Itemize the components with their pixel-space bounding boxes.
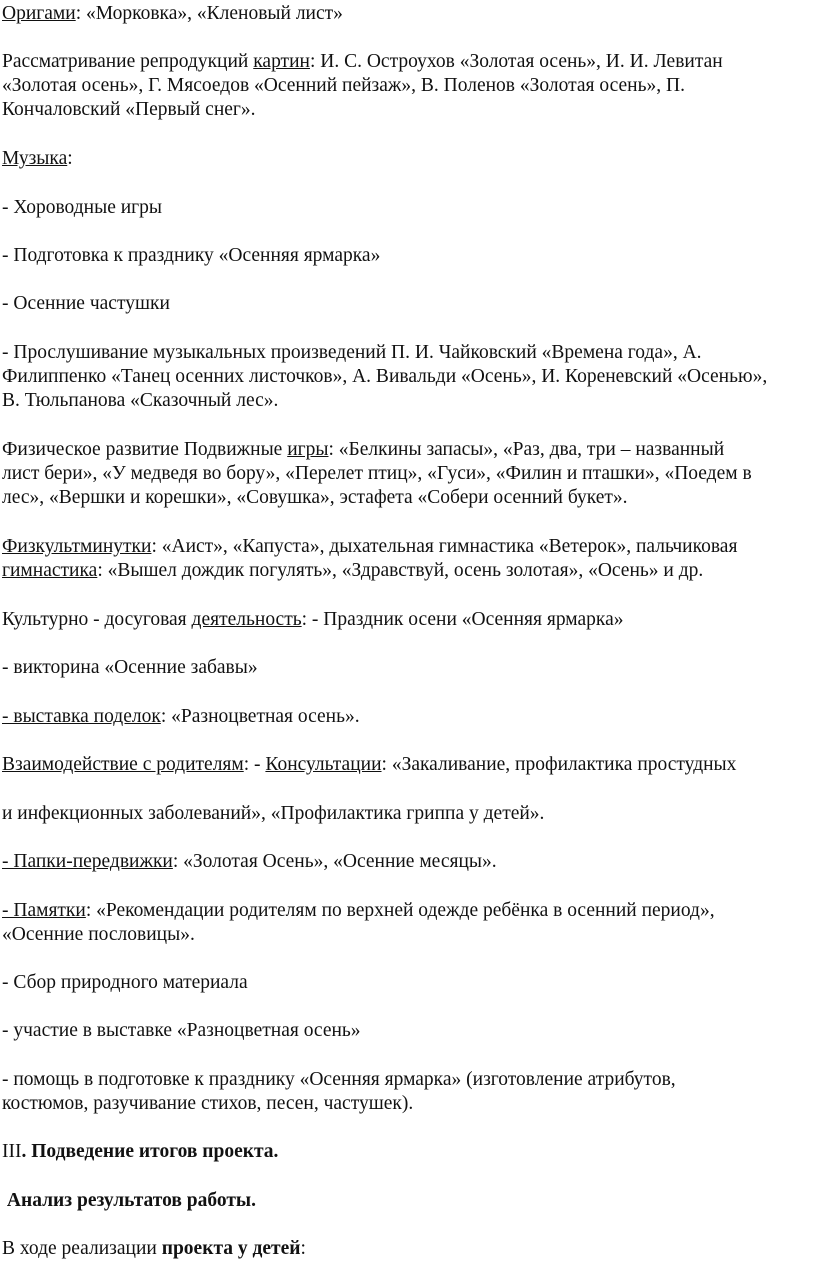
games-link: игры: [287, 439, 329, 460]
listening-line-2: Филиппенко «Танец осенних листочков», А. Вивальди «Осень», И. Кореневский «Осенью»,: [2, 366, 768, 387]
paragraph-listening: [2, 341, 767, 413]
paragraph-parents: [2, 753, 736, 777]
paragraph-music: [2, 147, 73, 171]
section-number: III: [2, 1141, 22, 1162]
section-heading-results: [2, 1140, 278, 1164]
list-item: - Осенние частушки: [2, 293, 170, 314]
fizkult-link: Физкультминутки: [2, 536, 152, 557]
leisure-text: : - Праздник осени «Осенняя ярмарка»: [301, 609, 624, 630]
listening-line-3: В. Тюльпанова «Сказочный лес».: [2, 390, 279, 411]
origami-text: : «Морковка», «Кленовый лист»: [75, 3, 343, 24]
paragraph-infections: и инфекционных заболеваний», «Профилактика гриппа у детей».: [2, 803, 545, 824]
fizkult-line-1: : «Аист», «Капуста», дыхательная гимнастика «Ветерок», пальчиковая: [151, 536, 738, 557]
fizkult-line-2: : «Вышел дождик погулять», «Здравствуй, осень золотая», «Осень» и др.: [97, 560, 704, 581]
reproductions-line-3: Кончаловский «Первый снег».: [2, 99, 256, 120]
list-item: - участие в выставке «Разноцветная осень»: [2, 1020, 361, 1041]
paragraph-fizkult: [2, 535, 737, 583]
origami-link: Оригами: [2, 3, 76, 24]
music-colon: :: [67, 148, 73, 169]
paragraph-physical: [2, 438, 752, 510]
memos-line-1: : «Рекомендации родителям по верхней одежде ребёнка в осенний период»,: [85, 900, 715, 921]
exhibition-link: - выставка поделок: [2, 706, 161, 727]
folders-text: : «Золотая Осень», «Осенние месяцы».: [172, 851, 497, 872]
memos-line-2: «Осенние пословицы».: [2, 924, 195, 945]
paragraph-exhibition: [2, 705, 360, 729]
activity-link: деятельность: [191, 609, 302, 630]
physical-line-2: лист бери», «У медведя во бору», «Перелет птиц», «Гуси», «Филин и пташки», «Поедем в: [2, 463, 752, 484]
list-item: - викторина «Осенние забавы»: [2, 657, 258, 678]
pictures-link: картин: [253, 51, 310, 72]
list-item: - Хороводные игры: [2, 197, 163, 218]
reproductions-line-2: «Золотая осень», Г. Мясоедов «Осенний пейзаж», В. Поленов «Золотая осень», П.: [2, 75, 685, 96]
subheading-analysis: Анализ результатов работы.: [2, 1190, 257, 1211]
gymnastics-link: гимнастика: [2, 560, 98, 581]
leisure-intro: Культурно - досуговая: [2, 609, 192, 630]
paragraph-reproductions: [2, 50, 723, 122]
consultations-link: Консультации: [265, 754, 382, 775]
exhibition-text: : «Разноцветная осень».: [160, 706, 360, 727]
paragraph-memos: [2, 899, 715, 947]
during-intro: В ходе реализации: [2, 1238, 162, 1259]
folders-link: - Папки-передвижки: [2, 851, 173, 872]
memos-link: - Памятки: [2, 900, 86, 921]
physical-line-3: лес», «Вершки и корешки», «Совушка», эстафета «Собери осенний букет».: [2, 487, 628, 508]
paragraph-leisure: [2, 608, 623, 632]
list-item: - Сбор природного материала: [2, 972, 248, 993]
reproductions-intro: Рассматривание репродукций: [2, 51, 254, 72]
reproductions-line-1: : И. С. Остроухов «Золотая осень», И. И. Левитан: [309, 51, 723, 72]
section-title: . Подведение итогов проекта.: [21, 1141, 279, 1162]
listening-line-1: - Прослушивание музыкальных произведений П. И. Чайковский «Времена года», А.: [2, 342, 702, 363]
paragraph-origami: [2, 2, 343, 26]
paragraph-help: [2, 1068, 676, 1116]
paragraph-folders: [2, 850, 497, 874]
music-link: Музыка: [2, 148, 68, 169]
physical-line-1: : «Белкины запасы», «Раз, два, три – названный: [328, 439, 725, 460]
consultations-text: : «Закаливание, профилактика простудных: [381, 754, 737, 775]
help-line-2: костюмов, разучивание стихов, песен, частушек).: [2, 1093, 414, 1114]
paragraph-during-project: [2, 1237, 306, 1261]
help-line-1: - помощь в подготовке к празднику «Осенняя ярмарка» (изготовление атрибутов,: [2, 1069, 676, 1090]
parents-sep: : -: [243, 754, 266, 775]
during-bold: проекта у детей: [161, 1238, 301, 1259]
parents-link: Взаимодействие с родителям: [2, 754, 244, 775]
physical-intro: Физическое развитие Подвижные: [2, 439, 288, 460]
during-colon: :: [300, 1238, 306, 1259]
list-item: - Подготовка к празднику «Осенняя ярмарка»: [2, 245, 381, 266]
